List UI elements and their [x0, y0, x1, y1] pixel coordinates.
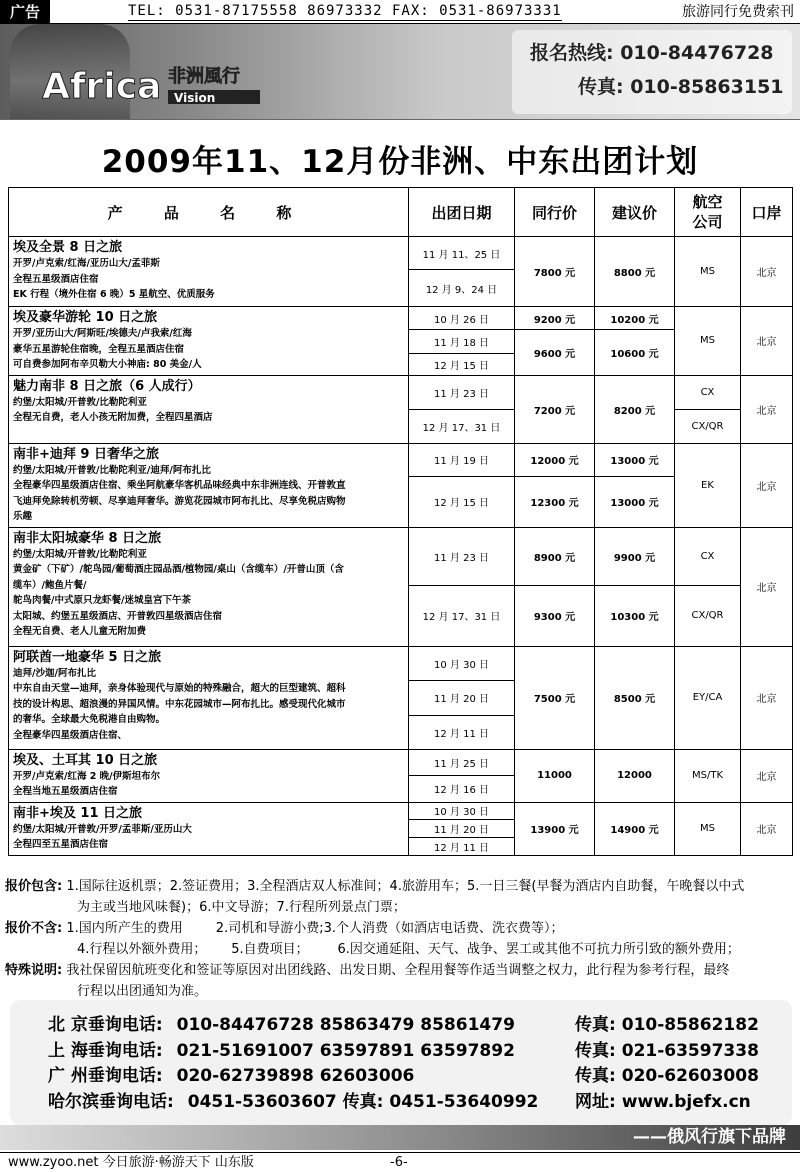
page-number: -6-: [390, 1155, 408, 1170]
table-row: [9, 307, 793, 330]
table-row: [9, 749, 793, 776]
peer-price-cell: 9200 元: [515, 307, 595, 330]
product-cell: 阿联酋一地豪华 5 日之旅 迪拜/沙迦/阿布扎比 中东自由天堂—迪拜，亲身体验现代与原始的特殊融合，超大的巨型建筑、超科 技的设计构思、超浪漫的异国风情。中东花园城市—阿布扎比。感受现代化城市 的奢华。全球最大免税港自由购物。 全程豪华四星级酒店住宿、: [9, 646, 409, 749]
exclude-text: 4.行程以外额外费用； 5.自费项目； 6.因交通延阻、天气、战争、罢工或其他不可抗力所引致的额外费用；: [77, 942, 740, 957]
suggested-price-cell: 8800 元: [595, 237, 675, 307]
contact-city: 北 京垂询电话:: [48, 1015, 163, 1035]
contact-row-guangzhou: [48, 1061, 414, 1086]
tour-schedule-table: [8, 187, 793, 856]
include-text: 为主或当地风味餐)；6.中文导游；7.行程所列景点门票；: [77, 900, 406, 915]
table-row: [9, 802, 793, 820]
special-label: 特殊说明:: [5, 963, 63, 978]
note-row: [5, 960, 795, 981]
product-cell: 埃及豪华游轮 10 日之旅 开罗/亚历山大/阿斯旺/埃德夫/卢我索/红海 豪华五星游轮住宿晚，全程五星酒店住宿 可自费参加阿布辛贝勒大小神庙: 80 美金/人: [9, 307, 409, 376]
peer-price-cell: 12300 元: [515, 476, 595, 527]
date-cell: 11 月 11、25 日: [409, 237, 515, 270]
date-cell: 12 月 11 日: [409, 715, 515, 749]
suggested-price-cell: 13000 元: [595, 443, 675, 476]
banner: [0, 24, 800, 120]
peer-price-cell: 11000: [515, 749, 595, 802]
table-row: [9, 375, 793, 409]
brand-en: Africa: [42, 66, 162, 107]
airline-cell: CX: [675, 527, 741, 585]
date-cell: 11 月 25 日: [409, 749, 515, 776]
product-cell: 南非太阳城豪华 8 日之旅 约堡/太阳城/开普敦/比勒陀利亚 黄金矿（下矿）/鸵鸟园/葡萄酒庄园品酒/植物园/桌山（含缆车）/开普山顶（含 缆车）/鲍鱼片餐/ 鸵鸟肉餐/中式原只龙虾餐/迷城皇宫下午茶 太阳城、约堡五星级酒店、开普敦四星级酒店住宿 全程无自费、老人儿童无附加费: [9, 527, 409, 646]
price-notes: [5, 876, 795, 1002]
contact-row-shanghai: [48, 1036, 515, 1061]
ad-label: 广告: [0, 0, 50, 24]
suggested-price-cell: 10600 元: [595, 330, 675, 376]
fax-label: 传真:: [575, 1066, 616, 1086]
header-product: 产 品 名 称: [9, 188, 409, 237]
note-row: [5, 876, 795, 897]
note-row: [5, 918, 795, 939]
airline-cell: EY/CA: [675, 646, 741, 749]
suggested-price-cell: 12000: [595, 749, 675, 802]
fax-number: 021-63597338: [621, 1041, 759, 1061]
date-cell: 12 月 17、31 日: [409, 409, 515, 443]
port-cell: 北京: [741, 802, 793, 855]
hotline-text: 报名热线: 010-84476728: [530, 42, 774, 64]
header-date: 出团日期: [409, 188, 515, 237]
suggested-price-cell: 9900 元: [595, 527, 675, 585]
contact-row-harbin: [48, 1087, 538, 1112]
fax-label: 传真:: [575, 1041, 616, 1061]
airline-cell: MS: [675, 237, 741, 307]
date-cell: 12 月 16 日: [409, 776, 515, 803]
fax-number: 020-62603008: [621, 1066, 759, 1086]
date-cell: 12 月 15 日: [409, 353, 515, 375]
contact-fax-shanghai: [575, 1036, 759, 1061]
product-cell: 南非+埃及 11 日之旅 约堡/太阳城/开普敦/开罗/孟菲斯/亚历山大 全程四至五星酒店住宿: [9, 802, 409, 855]
date-cell: 11 月 23 日: [409, 527, 515, 585]
magazine-contact-line: TEL: 0531-87175558 86973332 FAX: 0531-86973331: [128, 3, 562, 19]
port-cell: 北京: [741, 646, 793, 749]
note-row: [5, 981, 795, 1002]
airline-cell: CX/QR: [675, 409, 741, 443]
suggested-price-cell: 10300 元: [595, 585, 675, 646]
date-cell: 10 月 30 日: [409, 646, 515, 680]
header-port: 口岸: [741, 188, 793, 237]
peer-price-cell: 9600 元: [515, 330, 595, 376]
date-cell: 11 月 20 日: [409, 680, 515, 715]
peer-price-cell: 7800 元: [515, 237, 595, 307]
airline-cell: MS/TK: [675, 749, 741, 802]
date-cell: 11 月 18 日: [409, 330, 515, 354]
page-footer: [0, 1152, 800, 1172]
port-cell: 北京: [741, 375, 793, 443]
suggested-price-cell: 10200 元: [595, 307, 675, 330]
date-cell: 11 月 19 日: [409, 443, 515, 476]
date-cell: 10 月 30 日: [409, 802, 515, 820]
table-row: [9, 527, 793, 585]
flagship-text: ——俄风行旗下品牌: [633, 1127, 786, 1147]
port-cell: 北京: [741, 307, 793, 376]
contact-row-beijing: [48, 1010, 515, 1035]
special-text: 我社保留因航班变化和签证等原因对出团线路、出发日期、全程用餐等作适当调整之权力，此行程为参考行程，最终: [66, 963, 730, 978]
include-label: 报价包含:: [5, 879, 63, 894]
fax-number: 010-85862182: [621, 1015, 759, 1035]
suggested-price-cell: 8500 元: [595, 646, 675, 749]
header-peer-price: 同行价: [515, 188, 595, 237]
product-cell: 魅力南非 8 日之旅（6 人成行） 约堡/太阳城/开普敦/比勒陀利亚 全程无自费，老人小孩无附加费，全程四星酒店: [9, 375, 409, 443]
airline-cell: CX: [675, 375, 741, 409]
port-cell: 北京: [741, 443, 793, 527]
date-cell: 12 月 17、31 日: [409, 585, 515, 646]
website-url[interactable]: www.bjefx.cn: [621, 1092, 751, 1112]
note-row: [5, 939, 795, 960]
contact-phones: 021-51691007 63597891 63597892: [176, 1041, 515, 1061]
product-cell: 南非+迪拜 9 日奢华之旅 约堡/太阳城/开普敦/比勒陀利亚/迪拜/阿布扎比 全程豪华四星级酒店住宿、乘坐阿航豪华客机品味经典中东非洲连线、开普敦直 飞迪拜免除转机劳顿、尽享迪拜奢华。游览花园城市阿布扎比、尽享免税店购物 乐趣: [9, 443, 409, 527]
special-text: 行程以出团通知为准。: [77, 984, 208, 999]
website-label: 网址:: [575, 1092, 616, 1112]
contact-fax-guangzhou: [575, 1061, 759, 1086]
suggested-price-cell: 14900 元: [595, 802, 675, 855]
date-cell: 12 月 9、24 日: [409, 270, 515, 307]
airline-cell: CX/QR: [675, 585, 741, 646]
peer-price-cell: 12000 元: [515, 443, 595, 476]
date-cell: 10 月 26 日: [409, 307, 515, 330]
page-title: 2009年11、12月份非洲、中东出团计划: [101, 144, 699, 180]
peer-price-cell: 8900 元: [515, 527, 595, 585]
port-cell: 北京: [741, 749, 793, 802]
peer-price-cell: 13900 元: [515, 802, 595, 855]
port-cell: 北京: [741, 527, 793, 646]
date-cell: 12 月 15 日: [409, 476, 515, 527]
contact-phones: 010-84476728 85863479 85861479: [176, 1015, 515, 1035]
suggested-price-cell: 13000 元: [595, 476, 675, 527]
fax-label: 传真:: [575, 1015, 616, 1035]
brand-logo: [42, 62, 272, 112]
suggested-price-cell: 8200 元: [595, 375, 675, 443]
exclude-text: 1.国内所产生的费用 2.司机和导游小费;3.个人消费（如酒店电话费、洗衣费等）；: [66, 921, 564, 936]
peer-price-cell: 9300 元: [515, 585, 595, 646]
top-strip: [0, 0, 800, 24]
table-row: [9, 237, 793, 270]
footer-site-text: www.zyoo.net 今日旅游·畅游天下 山东版: [8, 1155, 254, 1170]
contact-city: 哈尔滨垂询电话:: [48, 1092, 174, 1112]
contact-website: [575, 1087, 751, 1112]
date-cell: 11 月 20 日: [409, 820, 515, 838]
airline-cell: MS: [675, 802, 741, 855]
brand-cn: 非洲風行: [168, 66, 240, 87]
peer-price-cell: 7500 元: [515, 646, 595, 749]
date-cell: 12 月 11 日: [409, 837, 515, 855]
date-cell: 11 月 23 日: [409, 375, 515, 409]
banner-fax-text: 传真: 010-85863151: [578, 76, 784, 98]
header-airline: 航空 公司: [675, 188, 741, 237]
table-header-row: [9, 188, 793, 237]
airline-cell: MS: [675, 307, 741, 376]
contact-city: 上 海垂询电话:: [48, 1041, 163, 1061]
table-row: [9, 646, 793, 680]
exclude-label: 报价不含:: [5, 921, 63, 936]
note-row: [5, 897, 795, 918]
contact-phones: 0451-53603607 传真: 0451-53640992: [187, 1092, 539, 1112]
airline-cell: EK: [675, 443, 741, 527]
port-cell: 北京: [741, 237, 793, 307]
peer-price-cell: 7200 元: [515, 375, 595, 443]
free-issue-text: 旅游同行免费索刊: [682, 4, 794, 20]
brand-vision: Vision: [174, 91, 216, 105]
product-cell: 埃及全景 8 日之旅 开罗/卢克索/红海/亚历山大/孟菲斯 全程五星级酒店住宿 EK 行程（境外住宿 6 晚）5 星航空、优质服务: [9, 237, 409, 307]
header-suggested-price: 建议价: [595, 188, 675, 237]
include-text: 1.国际往返机票；2.签证费用；3.全程酒店双人标准间；4.旅游用车；5.一日三餐(早餐为酒店内自助餐，午晚餐以中式: [66, 879, 745, 894]
contact-phones: 020-62739898 62603006: [176, 1066, 415, 1086]
contact-city: 广 州垂询电话:: [48, 1066, 163, 1086]
product-cell: 埃及、土耳其 10 日之旅 开罗/卢克索/红海 2 晚/伊斯坦布尔 全程当地五星级酒店住宿: [9, 749, 409, 802]
table-row: [9, 443, 793, 476]
contact-fax-beijing: [575, 1010, 759, 1035]
